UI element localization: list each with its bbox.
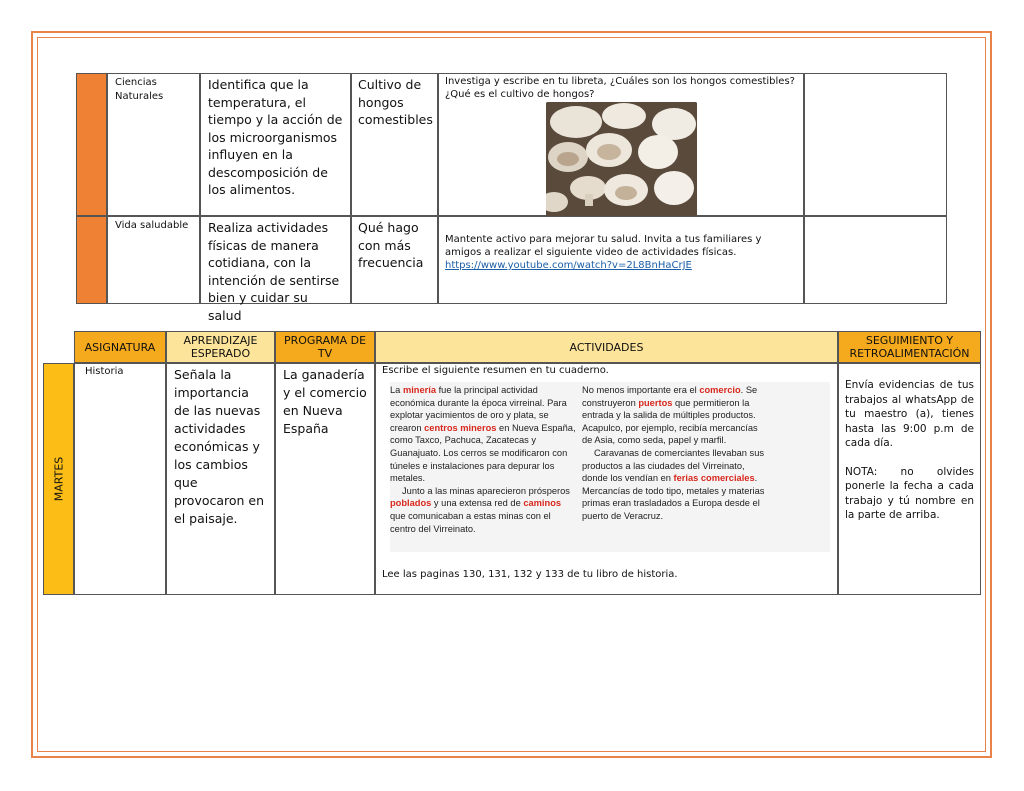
header-subject: ASIGNATURA [74, 331, 166, 363]
followup-cell [838, 363, 981, 595]
learning-cell: Señala la importancia de las nuevas actividades económicas y los cambios que provocaron en el paisaje. [166, 363, 275, 595]
followup-note: NOTA: no olvides ponerle la fecha a cada trabajo y tú nombre en la parte de arriba. [845, 465, 974, 521]
excerpt-paragraph: La minería fue la principal actividad económica durante la época virreinal. Para explotar yacimientos de oro y plata, se crearon centros mineros en Nueva España, como Taxco, Pachuca, Zacatecas y Guanajuato. Los cerros se modificaron con túneles e instalaciones para depurar los metales. [390, 385, 576, 484]
excerpt-paragraph: Caravanas de comerciantes llevaban sus productos a las ciudades del Virreinato, donde los vendían en ferias comerciales. Mercancías de todo tipo, metales y materias primas eran trasladados a Europa desde el puerto de Veracruz. [582, 447, 765, 521]
excerpt-right-column [582, 384, 768, 523]
activity-cell [375, 363, 838, 595]
activity-text: Mantente activo para mejorar tu salud. Invita a tus familiares y amigos a realizar el siguiente video de actividades físicas. [445, 234, 762, 258]
activity-text: Investiga y escribe en tu libreta, ¿Cuáles son los hongos comestibles? ¿Qué es el cultivo de hongos? [445, 76, 795, 100]
orange-strip [76, 216, 107, 304]
youtube-link[interactable]: https://www.youtube.com/watch?v=2L8BnHaCrJE [445, 260, 692, 271]
learning-cell: Identifica que la temperatura, el tiempo y la acción de los microorganismos influyen en la descomposición de los alimentos. [200, 73, 351, 216]
mushrooms-photo [546, 102, 697, 216]
excerpt-left-column [390, 384, 578, 535]
tv-program-cell: Cultivo de hongos comestibles [351, 73, 438, 216]
top-schedule-table [76, 73, 947, 323]
excerpt-paragraph: No menos importante era el comercio. Se construyeron puertos que permitieron la entrada y la salida de múltiples productos. Acapulco, por ejemplo, recibía mercancías de Asia, como seda, papel y marfil. [582, 385, 758, 446]
tv-program-cell: La ganadería y el comercio en Nueva España [275, 363, 375, 595]
header-activities: ACTIVIDADES [375, 331, 838, 363]
day-cell [43, 363, 74, 595]
history-excerpt-image [390, 382, 830, 552]
followup-cell [804, 73, 947, 216]
subject-cell: Vida saludable [107, 216, 200, 304]
header-tv-program: PROGRAMA DE TV [275, 331, 375, 363]
header-blank [43, 331, 74, 363]
learning-cell: Realiza actividades físicas de manera cotidiana, con la intención de sentirse bien y cuidar su salud [200, 216, 351, 304]
subject-cell: Ciencias Naturales [107, 73, 200, 216]
subject-cell: Historia [74, 363, 166, 595]
activity-cell [438, 216, 804, 304]
bottom-schedule-table [43, 331, 981, 595]
activity-cell [438, 73, 804, 216]
followup-text: Envía evidencias de tus trabajos al whatsApp de tu maestro (a), tienes hasta las 9:00 p.m de cada día. [845, 379, 974, 449]
header-followup: SEGUIMIENTO Y RETROALIMENTACIÓN [838, 331, 981, 363]
header-learning: APRENDIZAJE ESPERADO [166, 331, 275, 363]
table-row [76, 73, 947, 216]
followup-cell [804, 216, 947, 304]
table-row [76, 216, 947, 323]
activity-read-instruction: Lee las paginas 130, 131, 132 y 133 de tu libro de historia. [382, 569, 678, 580]
orange-strip [76, 73, 107, 216]
excerpt-paragraph: Junto a las minas aparecieron prósperos poblados y una extensa red de caminos que comunicaban a estas minas con el centro del Virreinato. [390, 485, 570, 534]
activity-intro: Escribe el siguiente resumen en tu cuaderno. [382, 365, 609, 376]
tv-program-cell: Qué hago con más frecuencia [351, 216, 438, 304]
day-label: MARTES [52, 456, 65, 502]
